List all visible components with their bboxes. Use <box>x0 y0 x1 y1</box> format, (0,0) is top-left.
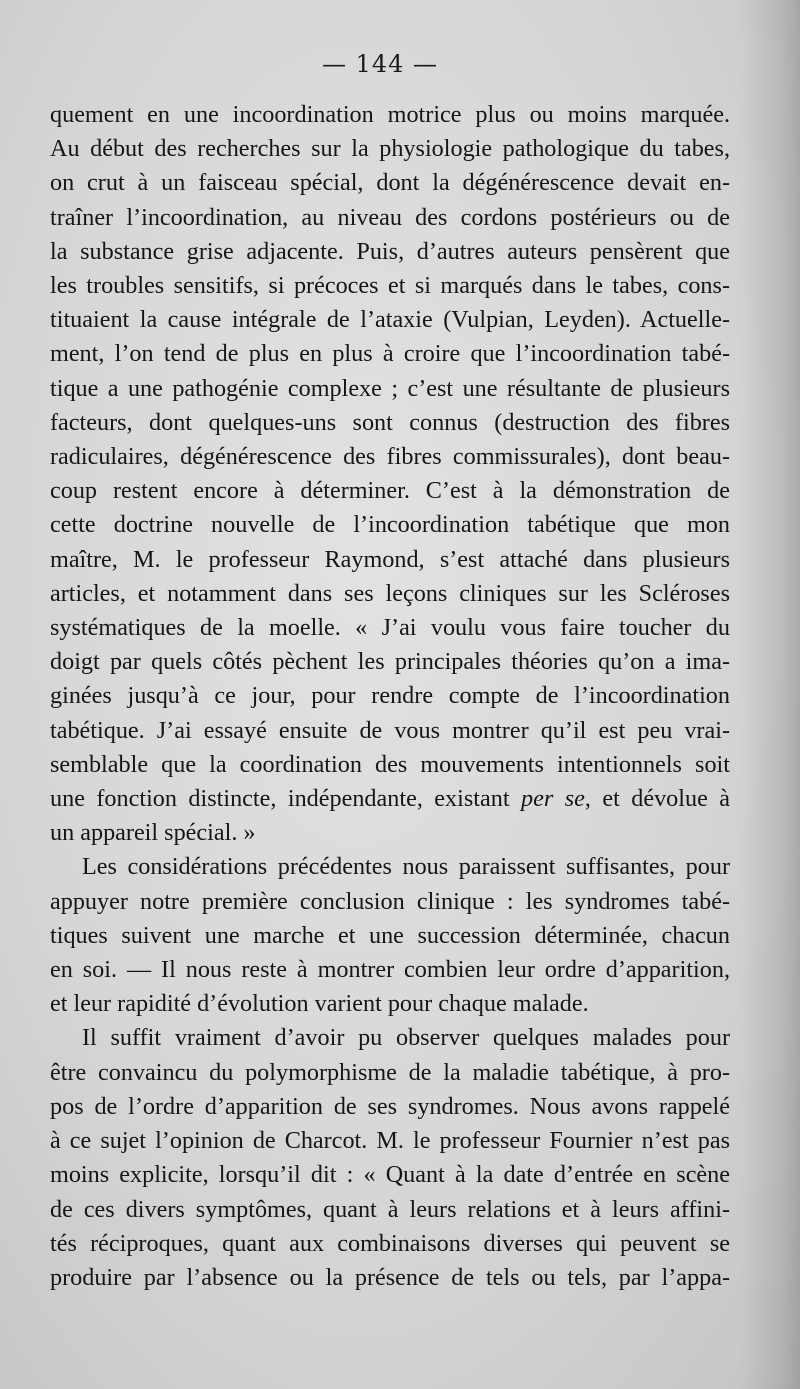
page-number: — 144 — <box>321 50 439 78</box>
text-line: tituaient la cause intégrale de l’ataxie (Vulpian, Leyden). Actuelle- <box>50 306 730 334</box>
body-text <box>50 98 730 1295</box>
text-line: être convaincu du polymorphisme de la maladie tabétique, à pro- <box>50 1058 730 1086</box>
text-line: semblable que la coordination des mouvements intentionnels soit <box>50 750 730 778</box>
text-line: on crut à un faisceau spécial, dont la dégénérescence devait en- <box>50 169 730 197</box>
text-line: traîner l’incoordination, au niveau des cordons postérieurs ou de <box>50 203 730 231</box>
text-line: moins explicite, lorsqu’il dit : « Quant à la date d’entrée en scène <box>50 1161 730 1189</box>
text-line: Il suffit vraiment d’avoir pu observer quelques malades pour <box>82 1024 730 1052</box>
text-line: doigt par quels côtés pèchent les principales théories qu’on a ima- <box>50 648 730 676</box>
text-line: coup restent encore à déterminer. C’est à la démonstration de <box>50 477 730 505</box>
text-line: de ces divers symptômes, quant à leurs relations et à leurs affini- <box>50 1195 730 1223</box>
text-line: systématiques de la moelle. « J’ai voulu vous faire toucher du <box>50 614 730 642</box>
text-line: et leur rapidité d’évolution varient pour chaque malade. <box>50 990 589 1018</box>
text-line: tiques suivent une marche et une succession déterminée, chacun <box>50 921 730 949</box>
text-line: radiculaires, dégénérescence des fibres commissurales), dont beau- <box>50 443 730 471</box>
text-line <box>50 782 730 816</box>
text-line: tés réciproques, quant aux combinaisons diverses qui peuvent se <box>50 1229 730 1257</box>
text-line: maître, M. le professeur Raymond, s’est attaché dans plusieurs <box>50 545 730 573</box>
text-line: à ce sujet l’opinion de Charcot. M. le professeur Fournier n’est pas <box>50 1127 730 1155</box>
text-line: en soi. — Il nous reste à montrer combien leur ordre d’apparition, <box>50 956 730 984</box>
text-line: cette doctrine nouvelle de l’incoordination tabétique que mon <box>50 511 730 539</box>
text-line: quement en une incoordination motrice plus ou moins marquée. <box>50 101 730 128</box>
text-segment: , et dévolue à <box>584 785 730 813</box>
text-line: un appareil spécial. » <box>50 819 256 847</box>
text-line: produire par l’absence ou la présence de tels ou tels, par l’appa- <box>50 1263 730 1291</box>
text-segment: une fonction distincte, indépendante, existant <box>50 785 521 813</box>
text-line: ginées jusqu’à ce jour, pour rendre compte de l’incoordination <box>50 682 730 710</box>
text-line: articles, et notamment dans ses leçons cliniques sur les Scléroses <box>50 579 730 607</box>
text-line: facteurs, dont quelques-uns sont connus (destruction des fibres <box>50 408 730 436</box>
italic-term: per se <box>521 785 585 813</box>
text-line: Les considérations précédentes nous paraissent suffisantes, pour <box>82 853 730 881</box>
text-line: ment, l’on tend de plus en plus à croire que l’incoordination tabé- <box>50 340 730 368</box>
text-line: appuyer notre première conclusion clinique : les syndromes tabé- <box>50 887 730 915</box>
page-edge-shadow <box>740 0 800 1389</box>
text-line: pos de l’ordre d’apparition de ses syndromes. Nous avons rappelé <box>50 1092 730 1120</box>
text-line: tabétique. J’ai essayé ensuite de vous montrer qu’il est peu vrai- <box>50 716 730 744</box>
text-line: tique a une pathogénie complexe ; c’est une résultante de plusieurs <box>50 374 730 402</box>
text-line: la substance grise adjacente. Puis, d’autres auteurs pensèrent que <box>50 237 730 265</box>
text-line: Au début des recherches sur la physiologie pathologique du tabes, <box>50 135 730 163</box>
text-line: les troubles sensitifs, si précoces et si marqués dans le tabes, cons- <box>50 272 730 300</box>
